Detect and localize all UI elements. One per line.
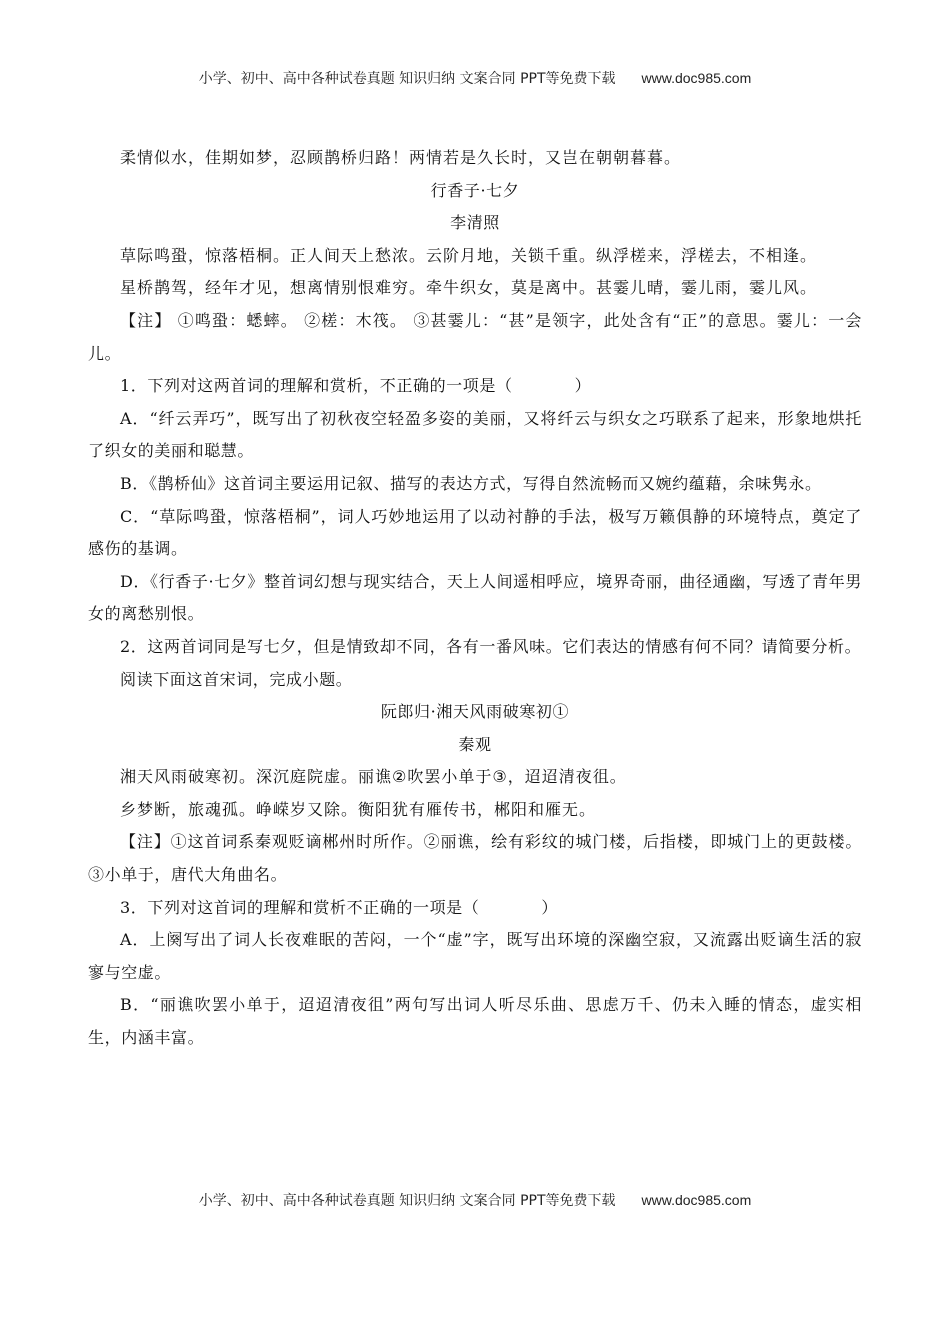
footer-text: 小学、初中、高中各种试卷真题 知识归纳 文案合同 PPT等免费下载	[198, 1193, 616, 1209]
poem3-line1: 湘天风雨破寒初。深沉庭院虚。丽谯②吹罢小单于③，迢迢清夜徂。	[120, 767, 627, 787]
poem2-stanza2: 星桥鹊驾，经年才见，想离情别恨难穷。牵牛织女，莫是离中。甚霎儿晴，霎儿雨，霎儿风。	[120, 278, 818, 298]
document-body	[88, 142, 862, 1055]
footer-site-link[interactable]: www.doc985.com	[641, 1192, 752, 1208]
question-1-text: 1．下列对这两首词的理解和赏析，不正确的一项是（	[120, 376, 513, 396]
question-3-text: 3．下列对这首词的理解和赏析不正确的一项是（	[120, 897, 480, 917]
question-1-option-b: B．《鹊桥仙》这首词主要运用记叙、描写的表达方式，写得自然流畅而又婉约蕴藉，余味隽永。	[120, 473, 822, 493]
poem2-author: 李清照	[450, 213, 500, 233]
question-3-close: ）	[541, 897, 558, 917]
question-2: 2．这两首词同是写七夕，但是情致却不同，各有一番风味。它们表达的情感有何不同？请简要分析。	[120, 636, 862, 656]
reading-intro: 阅读下面这首宋词，完成小题。	[120, 669, 353, 689]
poem1-tail: 柔情似水，佳期如梦，忍顾鹊桥归路！两情若是久长时，又岂在朝朝暮暮。	[120, 148, 682, 167]
question-3-option-a: A．上阕写出了词人长夜难眠的苦闷，一个“虚”字，既写出环境的深幽空寂，又流露出贬谪生活的寂寥与空虚。	[88, 930, 862, 982]
header-text: 小学、初中、高中各种试卷真题 知识归纳 文案合同 PPT等免费下载	[198, 71, 616, 87]
poem3-line2: 乡梦断，旅魂孤。峥嵘岁又除。衡阳犹有雁传书，郴阳和雁无。	[120, 799, 597, 819]
poem3-note: 【注】①这首词系秦观贬谪郴州时所作。②丽谯，绘有彩纹的城门楼，后指楼，即城门上的更鼓楼。③小单于，唐代大角曲名。	[88, 832, 862, 885]
page-header	[0, 68, 950, 88]
question-3-stem	[88, 892, 862, 925]
poem3-author: 秦观	[458, 734, 492, 754]
poem2-note: 【注】 ①鸣蛩：蟋蟀。 ②槎：木筏。 ③甚霎儿：“甚”是领字，此处含有“正”的意思。霎儿：一会儿。	[88, 310, 862, 363]
page-footer	[0, 1190, 950, 1210]
question-1-close: ）	[574, 376, 592, 396]
question-1-option-c: C．“草际鸣蛩，惊落梧桐”，词人巧妙地运用了以动衬静的手法，极写万籁俱静的环境特点，奠定了感伤的基调。	[88, 506, 862, 559]
header-site-link[interactable]: www.doc985.com	[641, 70, 752, 86]
question-1-stem	[88, 370, 862, 403]
question-1-option-a: A．“纤云弄巧”，既写出了初秋夜空轻盈多姿的美丽，又将纤云与织女之巧联系了起来，形象地烘托了织女的美丽和聪慧。	[88, 408, 862, 461]
poem2-stanza1: 草际鸣蛩，惊落梧桐。正人间天上愁浓。云阶月地，关锁千重。纵浮槎来，浮槎去，不相逢。	[120, 245, 818, 265]
poem3-title: 阮郎归·湘天风雨破寒初①	[380, 702, 570, 722]
question-1-option-d: D．《行香子·七夕》整首词幻想与现实结合，天上人间遥相呼应，境界奇丽，曲径通幽，写透了青年男女的离愁别恨。	[88, 571, 862, 624]
poem2-title: 行香子·七夕	[430, 180, 520, 200]
question-3-option-b: B．“丽谯吹罢小单于，迢迢清夜徂”两句写出词人听尽乐曲、思虑万千、仍未入睡的情态，虚实相生，内涵丰富。	[88, 995, 862, 1048]
